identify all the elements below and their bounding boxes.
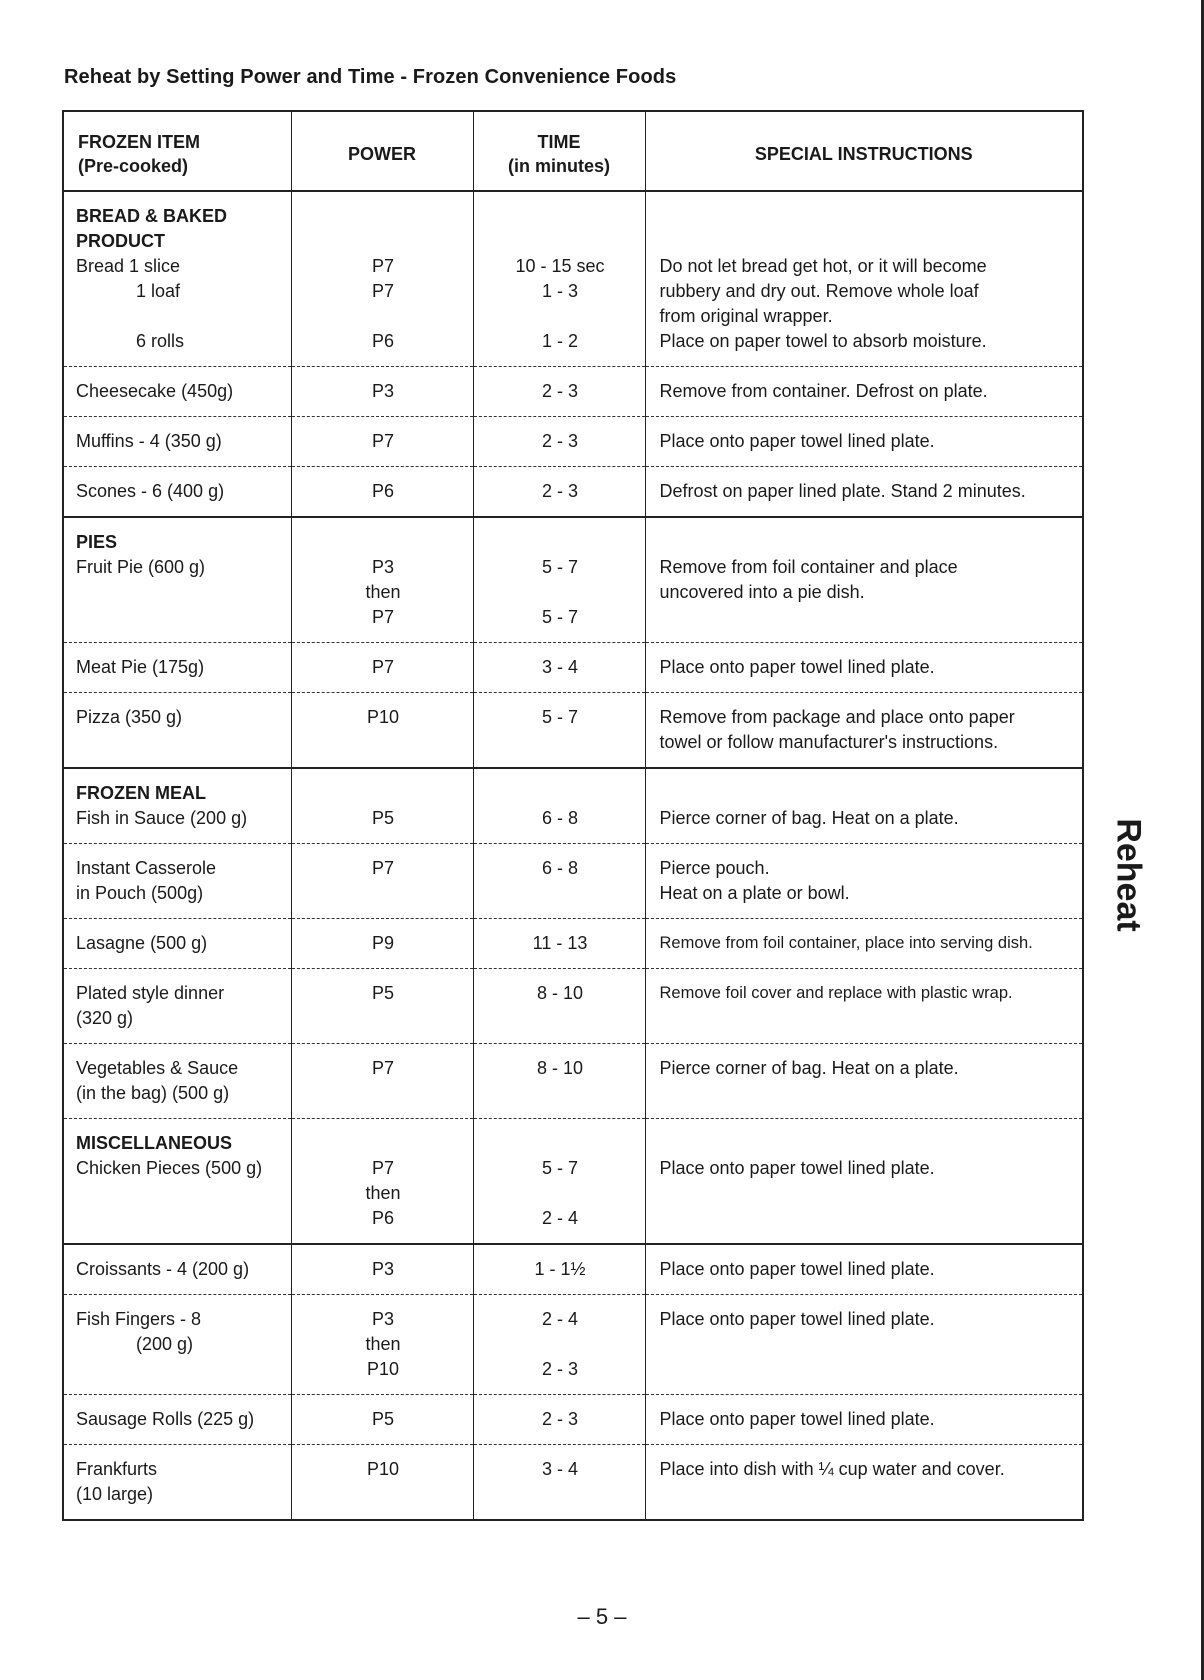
- cell-frozen-item: [63, 768, 291, 844]
- cell-power: [291, 1119, 473, 1245]
- cell-frozen-item: [63, 467, 291, 518]
- item-name: Fish in Sauce (200 g): [76, 808, 248, 828]
- cell-time: [473, 1244, 645, 1295]
- page-title: Reheat by Setting Power and Time - Frozen Convenience Foods: [64, 66, 677, 88]
- table-row: [63, 844, 1083, 919]
- side-tab-reheat: [1108, 800, 1148, 950]
- cell-time-value: 1 - 1½: [534, 1259, 586, 1279]
- cell-frozen-item: [63, 969, 291, 1044]
- cell-power-value: then: [365, 1334, 401, 1354]
- cell-frozen-item: [63, 417, 291, 467]
- cell-power-value: P9: [371, 933, 395, 953]
- cell-power: [291, 517, 473, 643]
- cell-power-value: P6: [371, 481, 395, 501]
- cell-frozen-item: [63, 1395, 291, 1445]
- cell-frozen-item: [63, 191, 291, 367]
- instruction-text: Heat on a plate or bowl.: [659, 883, 850, 903]
- instruction-text: Place on paper towel to absorb moisture.: [659, 331, 987, 351]
- cell-special-instructions: [645, 969, 1083, 1044]
- table-row: [63, 1295, 1083, 1395]
- instruction-text: Pierce corner of bag. Heat on a plate.: [659, 1058, 959, 1078]
- item-name: (in the bag) (500 g): [76, 1083, 230, 1103]
- instruction-text: from original wrapper.: [659, 306, 833, 326]
- cell-power-value: P3: [371, 557, 395, 577]
- cell-time: [473, 1295, 645, 1395]
- cell-power-value: P10: [366, 1459, 400, 1479]
- cell-frozen-item: [63, 919, 291, 969]
- item-name: (10 large): [76, 1484, 154, 1504]
- cell-power-value: P7: [371, 607, 395, 627]
- instruction-text: Do not let bread get hot, or it will become: [659, 256, 987, 276]
- cell-special-instructions: [645, 768, 1083, 844]
- cell-time: [473, 768, 645, 844]
- cell-power: [291, 1044, 473, 1119]
- category-heading: BREAD & BAKED PRODUCT: [76, 206, 228, 251]
- table-row: [63, 517, 1083, 643]
- cell-time: [473, 467, 645, 518]
- instruction-text: Place onto paper towel lined plate.: [659, 1409, 935, 1429]
- cell-time-value: 2 - 3: [541, 1359, 579, 1379]
- header-time-line: TIME: [537, 132, 581, 152]
- table-row: [63, 969, 1083, 1044]
- item-name: Pizza (350 g): [76, 707, 183, 727]
- item-name: Vegetables & Sauce: [76, 1058, 239, 1078]
- table-row: [63, 693, 1083, 769]
- cell-time-value: 6 - 8: [541, 858, 579, 878]
- cell-time-value: 10 - 15 sec: [515, 256, 605, 276]
- cell-power: [291, 969, 473, 1044]
- cell-power-value: P7: [371, 1158, 395, 1178]
- cell-special-instructions: [645, 191, 1083, 367]
- cell-frozen-item: [63, 1445, 291, 1521]
- header-time: [473, 111, 645, 191]
- item-name: Cheesecake (450g): [76, 381, 234, 401]
- cell-special-instructions: [645, 367, 1083, 417]
- cell-time-value: 6 - 8: [541, 808, 579, 828]
- cell-time: [473, 693, 645, 769]
- cell-time: [473, 643, 645, 693]
- item-name: Bread 1 slice: [76, 256, 181, 276]
- cell-frozen-item: [63, 1244, 291, 1295]
- table-row: [63, 467, 1083, 518]
- cell-time-value: 5 - 7: [541, 707, 579, 727]
- header-item-sub: (Pre-cooked): [78, 156, 189, 176]
- cell-special-instructions: [645, 1244, 1083, 1295]
- table-row: [63, 1445, 1083, 1521]
- cell-frozen-item: [63, 1295, 291, 1395]
- cell-power: [291, 643, 473, 693]
- cell-time: [473, 191, 645, 367]
- instruction-text: Pierce pouch.: [659, 858, 770, 878]
- instruction-text: Place onto paper towel lined plate.: [659, 657, 935, 677]
- cell-power-value: P10: [366, 707, 400, 727]
- cell-power-value: P5: [371, 1409, 395, 1429]
- cell-time-value: 2 - 3: [541, 431, 579, 451]
- instruction-text: Place onto paper towel lined plate.: [659, 1259, 935, 1279]
- table-row: [63, 1119, 1083, 1245]
- cell-time-value: 2 - 4: [541, 1208, 579, 1228]
- cell-power-value: P5: [371, 983, 395, 1003]
- cell-power-value: P10: [366, 1359, 400, 1379]
- cell-time-value: [486, 304, 635, 329]
- cell-power-value: then: [365, 1183, 401, 1203]
- item-name: 1 loaf: [136, 281, 181, 301]
- cell-power: [291, 693, 473, 769]
- table-row: [63, 367, 1083, 417]
- cell-time-value: 2 - 3: [541, 481, 579, 501]
- header-power: POWER: [291, 111, 473, 191]
- cell-time-value: [486, 1181, 635, 1206]
- cell-time-value: 2 - 4: [541, 1309, 579, 1329]
- cell-time-value: 3 - 4: [541, 657, 579, 677]
- header-time-sub: (in minutes): [508, 156, 610, 176]
- cell-time: [473, 1395, 645, 1445]
- instruction-text: Remove foil cover and replace with plastic wrap.: [659, 984, 1013, 1002]
- cell-special-instructions: [645, 919, 1083, 969]
- table-row: [63, 1244, 1083, 1295]
- instruction-text: Remove from package and place onto paper: [659, 707, 1015, 727]
- cell-power: [291, 844, 473, 919]
- cell-frozen-item: [63, 693, 291, 769]
- cell-special-instructions: [645, 1395, 1083, 1445]
- cell-frozen-item: [63, 517, 291, 643]
- cell-frozen-item: [63, 367, 291, 417]
- cell-power-value: P7: [371, 1058, 395, 1078]
- item-name: Frankfurts: [76, 1459, 158, 1479]
- category-heading: PIES: [76, 532, 118, 552]
- cell-time-value: [486, 1332, 635, 1357]
- cell-special-instructions: [645, 693, 1083, 769]
- cell-time: [473, 517, 645, 643]
- cell-power-value: P7: [371, 431, 395, 451]
- cell-time-value: 1 - 3: [541, 281, 579, 301]
- item-name: Plated style dinner: [76, 983, 225, 1003]
- reheat-table: [62, 110, 1084, 1521]
- item-name: Muffins - 4 (350 g): [76, 431, 222, 451]
- cell-special-instructions: [645, 517, 1083, 643]
- cell-special-instructions: [645, 1119, 1083, 1245]
- cell-time: [473, 1119, 645, 1245]
- cell-special-instructions: [645, 1445, 1083, 1521]
- table-header-row: [63, 111, 1083, 191]
- cell-power-value: P7: [371, 858, 395, 878]
- cell-power-value: P5: [371, 808, 395, 828]
- item-name: [76, 304, 281, 329]
- cell-power-value: then: [365, 582, 401, 602]
- item-name: 6 rolls: [136, 331, 185, 351]
- cell-power: [291, 191, 473, 367]
- instruction-text: Place onto paper towel lined plate.: [659, 1158, 935, 1178]
- instruction-text: rubbery and dry out. Remove whole loaf: [659, 281, 979, 301]
- cell-special-instructions: [645, 1295, 1083, 1395]
- cell-time: [473, 844, 645, 919]
- item-name: (320 g): [76, 1008, 134, 1028]
- cell-frozen-item: [63, 1044, 291, 1119]
- cell-time-value: [486, 580, 635, 605]
- cell-time: [473, 1445, 645, 1521]
- cell-time-value: 5 - 7: [541, 557, 579, 577]
- item-name: Lasagne (500 g): [76, 933, 208, 953]
- cell-power: [291, 1244, 473, 1295]
- instruction-text: Remove from container. Defrost on plate.: [659, 381, 988, 401]
- header-item-line: FROZEN ITEM: [78, 132, 200, 152]
- item-name: Instant Casserole: [76, 858, 217, 878]
- cell-power: [291, 1395, 473, 1445]
- table-row: [63, 919, 1083, 969]
- cell-time-value: 2 - 3: [541, 381, 579, 401]
- cell-frozen-item: [63, 844, 291, 919]
- cell-power-value: P3: [371, 1259, 395, 1279]
- cell-time-value: 11 - 13: [532, 933, 588, 953]
- cell-special-instructions: [645, 844, 1083, 919]
- item-name: Sausage Rolls (225 g): [76, 1409, 255, 1429]
- instruction-text: Place into dish with ¼ cup water and cover.: [659, 1459, 1005, 1479]
- table-row: [63, 417, 1083, 467]
- cell-time: [473, 1044, 645, 1119]
- header-frozen-item: [63, 111, 291, 191]
- cell-time-value: 2 - 3: [541, 1409, 579, 1429]
- cell-power-value: [304, 304, 463, 329]
- cell-power-value: P7: [371, 657, 395, 677]
- cell-time: [473, 969, 645, 1044]
- cell-time-value: 8 - 10: [536, 1058, 584, 1078]
- cell-power-value: P3: [371, 381, 395, 401]
- cell-special-instructions: [645, 417, 1083, 467]
- cell-power-value: P7: [371, 281, 395, 301]
- side-tab-label: Reheat: [1109, 818, 1148, 932]
- table-row: [63, 1395, 1083, 1445]
- cell-time-value: 1 - 2: [541, 331, 579, 351]
- cell-time-value: 5 - 7: [541, 607, 579, 627]
- instruction-text: Remove from foil container and place: [659, 557, 958, 577]
- instruction-text: Pierce corner of bag. Heat on a plate.: [659, 808, 959, 828]
- item-name: in Pouch (500g): [76, 883, 204, 903]
- cell-time: [473, 417, 645, 467]
- item-name: (200 g): [136, 1334, 194, 1354]
- cell-power: [291, 1445, 473, 1521]
- cell-power-value: P3: [371, 1309, 395, 1329]
- cell-power-value: P6: [371, 331, 395, 351]
- instruction-text: Defrost on paper lined plate. Stand 2 minutes.: [659, 481, 1026, 501]
- cell-frozen-item: [63, 643, 291, 693]
- table-row: [63, 191, 1083, 367]
- cell-frozen-item: [63, 1119, 291, 1245]
- item-name: Scones - 6 (400 g): [76, 481, 225, 501]
- page-number: – 5 –: [577, 1604, 627, 1629]
- instruction-text: Remove from foil container, place into serving dish.: [659, 934, 1033, 952]
- cell-power: [291, 768, 473, 844]
- table-row: [63, 768, 1083, 844]
- header-special-instructions: SPECIAL INSTRUCTIONS: [645, 111, 1083, 191]
- category-heading: MISCELLANEOUS: [76, 1133, 233, 1153]
- item-name: Croissants - 4 (200 g): [76, 1259, 250, 1279]
- cell-time: [473, 367, 645, 417]
- cell-time-value: 5 - 7: [541, 1158, 579, 1178]
- category-heading: FROZEN MEAL: [76, 783, 206, 803]
- item-name: Meat Pie (175g): [76, 657, 205, 677]
- cell-special-instructions: [645, 467, 1083, 518]
- instruction-text: Place onto paper towel lined plate.: [659, 1309, 935, 1329]
- table-body: [63, 191, 1083, 1520]
- cell-time-value: 3 - 4: [541, 1459, 579, 1479]
- item-name: Chicken Pieces (500 g): [76, 1158, 263, 1178]
- cell-power-value: P6: [371, 1208, 395, 1228]
- table-row: [63, 643, 1083, 693]
- cell-power: [291, 1295, 473, 1395]
- instruction-text: towel or follow manufacturer's instructions.: [659, 732, 999, 752]
- cell-special-instructions: [645, 643, 1083, 693]
- cell-power-value: P7: [371, 256, 395, 276]
- cell-power: [291, 417, 473, 467]
- cell-time: [473, 919, 645, 969]
- cell-special-instructions: [645, 1044, 1083, 1119]
- cell-time-value: 8 - 10: [536, 983, 584, 1003]
- cell-power: [291, 467, 473, 518]
- item-name: Fruit Pie (600 g): [76, 557, 206, 577]
- table-row: [63, 1044, 1083, 1119]
- cell-power: [291, 367, 473, 417]
- reheat-table-container: [62, 110, 1082, 1521]
- cell-power: [291, 919, 473, 969]
- instruction-text: uncovered into a pie dish.: [659, 582, 865, 602]
- instruction-text: Place onto paper towel lined plate.: [659, 431, 935, 451]
- item-name: Fish Fingers - 8: [76, 1309, 202, 1329]
